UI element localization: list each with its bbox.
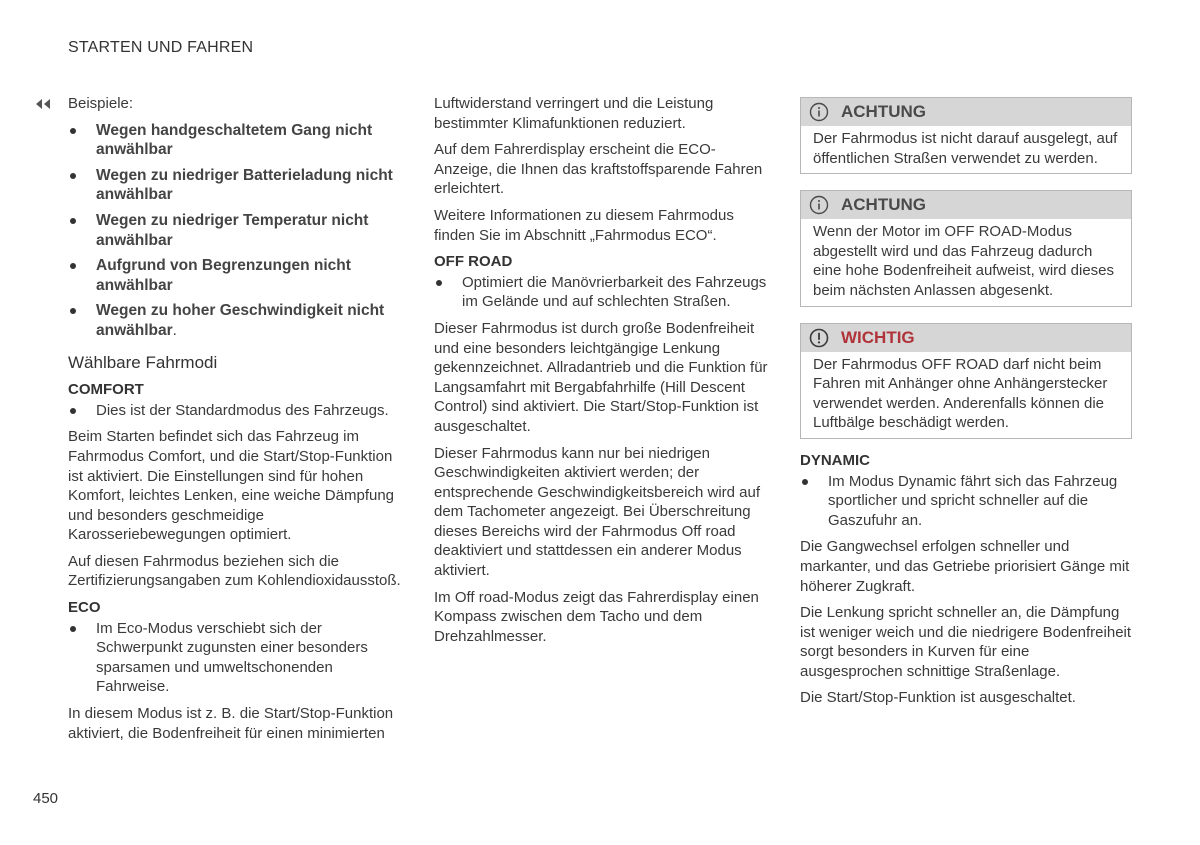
list-item: Wegen zu hoher Geschwindigkeit nicht anwählbar. (68, 301, 403, 340)
info-icon (809, 195, 829, 215)
paragraph: Luftwiderstand verringert und die Leistung bestimmter Klimafunktionen reduziert. (434, 95, 714, 132)
list-item: Im Eco-Modus verschiebt sich der Schwerpunkt zugunsten einer besonders sparsamen und umweltschonenden Fahrweise. (68, 619, 403, 697)
info-icon (809, 102, 829, 122)
important-title: WICHTIG (841, 327, 915, 347)
paragraph: Die Start/Stop-Funktion ist ausgeschaltet. (800, 689, 1076, 707)
offroad-bullets (434, 273, 769, 312)
list-item: Wegen zu niedriger Temperatur nicht anwählbar (68, 211, 403, 250)
caution-text: Der Fahrmodus ist nicht darauf ausgelegt, auf öffentlichen Straßen verwendet zu werden. (813, 130, 1118, 167)
paragraph: Weitere Informationen zu diesem Fahrmodus finden Sie im Abschnitt „Fahrmodus ECO“. (434, 206, 734, 244)
paragraph: Die Gangwechsel erfolgen schneller und markanter, und das Getriebe priorisiert Gänge mit höherer Zugkraft. (800, 538, 1130, 595)
mode-heading-dynamic: DYNAMIC (800, 451, 870, 469)
paragraph: Auf diesen Fahrmodus beziehen sich die Zertifizierungsangaben zum Kohlendioxidausstoß. (68, 552, 401, 590)
paragraph: Die Lenkung spricht schneller an, die Dämpfung ist weniger weich und die niedrigere Bodenfreiheit sorgt besonders in Kurven für eine ausgesprochen schnittige Straßenlage. (800, 604, 1132, 680)
important-box (800, 323, 1132, 439)
mode-heading-eco: ECO (68, 599, 101, 617)
list-item: Optimiert die Manövrierbarkeit des Fahrzeugs im Gelände und auf schlechten Straßen. (434, 273, 769, 312)
column-1 (68, 94, 403, 750)
eco-bullets (68, 619, 403, 697)
caution-box (800, 190, 1132, 306)
paragraph: Beim Starten befindet sich das Fahrzeug im Fahrmodus Comfort, und die Start/Stop-Funktion ist aktiviert. Die Einstellungen sind für hohen Komfort, leichtes Lenken, eine weiche Dämpfung und besonders geschmeidige Karosseriebewegungen optimiert. (68, 428, 395, 544)
exclamation-icon (809, 328, 829, 348)
list-item: Dies ist der Standardmodus des Fahrzeugs. (68, 401, 403, 421)
column-2 (434, 94, 769, 653)
paragraph: In diesem Modus ist z. B. die Start/Stop-Funktion aktiviert, die Bodenfreiheit für einen minimierten (68, 705, 394, 742)
double-chevron-left-icon[interactable] (33, 96, 53, 112)
important-header (801, 324, 1131, 352)
page-number: 450 (33, 790, 59, 807)
paragraph: Dieser Fahrmodus kann nur bei niedrigen Geschwindigkeiten aktiviert werden; der entsprechende Geschwindigkeitsbereich wird auf dem Tachometer angezeigt. Bei Überschreitung dieses Bereichs wird der Fahrmodus Off road deaktiviert und stattdessen ein anderer Modus aktiviert. (434, 444, 761, 580)
caution-text: Wenn der Motor im OFF ROAD-Modus abgestellt wird und das Fahrzeug dadurch eine hohe Bodenfreiheit aufweist, wird dieses beim nächsten Anlassen abgesenkt. (813, 223, 1115, 299)
caution-title: ACHTUNG (841, 195, 926, 215)
paragraph: Dieser Fahrmodus ist durch große Bodenfreiheit und eine besonders leichtgängige Lenkung gekennzeichnet. Allradantrieb und die Funktion für Langsamfahrt mit Bergabfahrhilfe (Hill Descent Control) sind aktiviert. Die Start/Stop-Funktion ist ausgeschaltet. (434, 319, 768, 435)
column-3 (800, 97, 1132, 715)
mode-heading-offroad: OFF ROAD (434, 253, 513, 271)
caution-header (801, 98, 1131, 126)
mode-heading-comfort: COMFORT (68, 381, 144, 399)
important-text: Der Fahrmodus OFF ROAD darf nicht beim Fahren mit Anhänger ohne Anhängerstecker verwendet werden. Anderenfalls können die Luftbälge beschädigt werden. (813, 355, 1108, 432)
paragraph: Auf dem Fahrerdisplay erscheint die ECO-Anzeige, die Ihnen das kraftstoffsparende Fahren erleichtert. (434, 141, 763, 198)
examples-list (68, 121, 403, 341)
caution-box (800, 97, 1132, 174)
paragraph: Im Off road-Modus zeigt das Fahrerdisplay einen Kompass zwischen dem Tacho und dem Drehzahlmesser. (434, 588, 759, 645)
caution-title: ACHTUNG (841, 102, 926, 122)
list-item: Aufgrund von Begrenzungen nicht anwählbar (68, 256, 403, 295)
list-item: Wegen zu niedriger Batterieladung nicht anwählbar (68, 166, 403, 205)
comfort-bullets (68, 401, 403, 421)
examples-intro: Beispiele: (68, 95, 134, 112)
subheading: Wählbare Fahrmodi (68, 352, 218, 372)
caution-header (801, 191, 1131, 219)
list-item: Wegen handgeschaltetem Gang nicht anwählbar (68, 121, 403, 160)
list-item: Im Modus Dynamic fährt sich das Fahrzeug sportlicher und spricht schneller auf die Gaszufuhr an. (800, 472, 1132, 531)
dynamic-bullets (800, 472, 1132, 531)
section-title: STARTEN UND FAHREN (68, 39, 254, 56)
